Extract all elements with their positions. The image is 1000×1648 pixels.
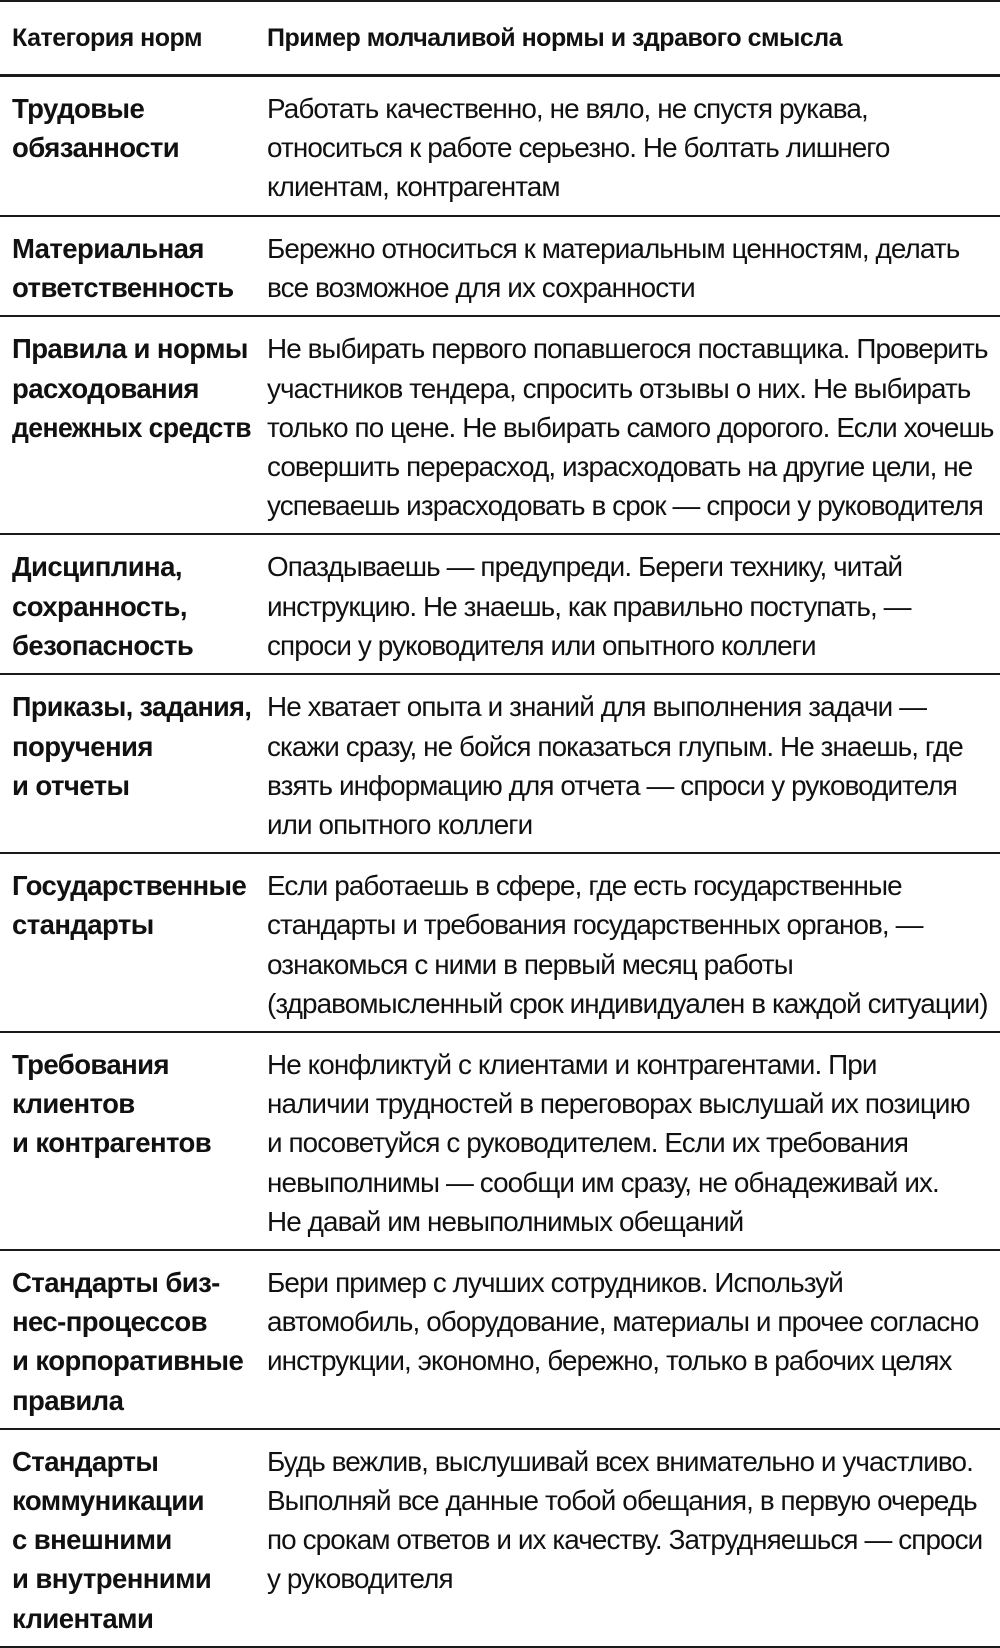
- example-cell: Не хватает опыта и знаний для выполнения задачи — скажи сразу, не бойся показаться глупым. Не знаешь, где взять информацию для отчета — спроси у руководителя или опытного коллеги: [255, 674, 1000, 853]
- example-cell: Работать качественно, не вяло, не спустя рукава, относиться к работе серьезно. Не болтать лишнего клиентам, контрагентам: [255, 76, 1000, 217]
- category-cell: Государственные стандарты: [0, 853, 255, 1032]
- example-cell: Опаздываешь — предупреди. Береги технику, читай инструкцию. Не знаешь, как правильно поступать, — спроси у руководителя или опытного коллеги: [255, 534, 1000, 674]
- category-cell: Стандарты биз- нес-процессов и корпоративные правила: [0, 1250, 255, 1429]
- category-cell: Правила и нормы расходования денежных средств: [0, 316, 255, 534]
- header-category: Категория норм: [0, 1, 255, 76]
- category-cell: Трудовые обязанности: [0, 76, 255, 217]
- example-cell: Не выбирать первого попавшегося поставщика. Проверить участников тендера, спросить отзывы о них. Не выбирать только по цене. Не выбирать самого дорогого. Если хочешь совершить перерасход, израсходовать на другие цели, не успеваешь израсходовать в срок — спроси у руководителя: [255, 316, 1000, 534]
- header-example: Пример молчаливой нормы и здравого смысла: [255, 1, 1000, 76]
- table-row: [0, 534, 1000, 674]
- table-row: [0, 1250, 1000, 1429]
- category-cell: Дисциплина, сохранность, безопасность: [0, 534, 255, 674]
- table-row: [0, 76, 1000, 217]
- table-row: [0, 1032, 1000, 1250]
- example-cell: Если работаешь в сфере, где есть государственные стандарты и требования государственных органов, — ознакомься с ними в первый месяц работы (здравомысленный срок индивидуален в каждой ситуации): [255, 853, 1000, 1032]
- example-cell: Бережно относиться к материальным ценностям, делать все возможное для их сохранности: [255, 216, 1000, 316]
- table-row: [0, 1429, 1000, 1647]
- table-row: [0, 316, 1000, 534]
- category-cell: Требования клиентов и контрагентов: [0, 1032, 255, 1250]
- example-cell: Не конфликтуй с клиентами и контрагентами. При наличии трудностей в переговорах выслушай их позицию и посоветуйся с руководителем. Если их требования невыполнимы — сообщи им сразу, не обнадеживай их. Не давай им невыполнимых обещаний: [255, 1032, 1000, 1250]
- category-cell: Приказы, задания, поручения и отчеты: [0, 674, 255, 853]
- table-row: [0, 216, 1000, 316]
- table-row: [0, 853, 1000, 1032]
- example-cell: Будь вежлив, выслушивай всех внимательно и участливо. Выполняй все данные тобой обещания, в первую очередь по срокам ответов и их качеству. Затрудняешься — спроси у руководителя: [255, 1429, 1000, 1647]
- example-cell: Бери пример с лучших сотрудников. Используй автомобиль, оборудование, материалы и прочее согласно инструкции, экономно, бережно, только в рабочих целях: [255, 1250, 1000, 1429]
- category-cell: Материальная ответственность: [0, 216, 255, 316]
- table-row: [0, 674, 1000, 853]
- category-cell: Стандарты коммуникации с внешними и внутренними клиентами: [0, 1429, 255, 1647]
- table-header-row: [0, 1, 1000, 76]
